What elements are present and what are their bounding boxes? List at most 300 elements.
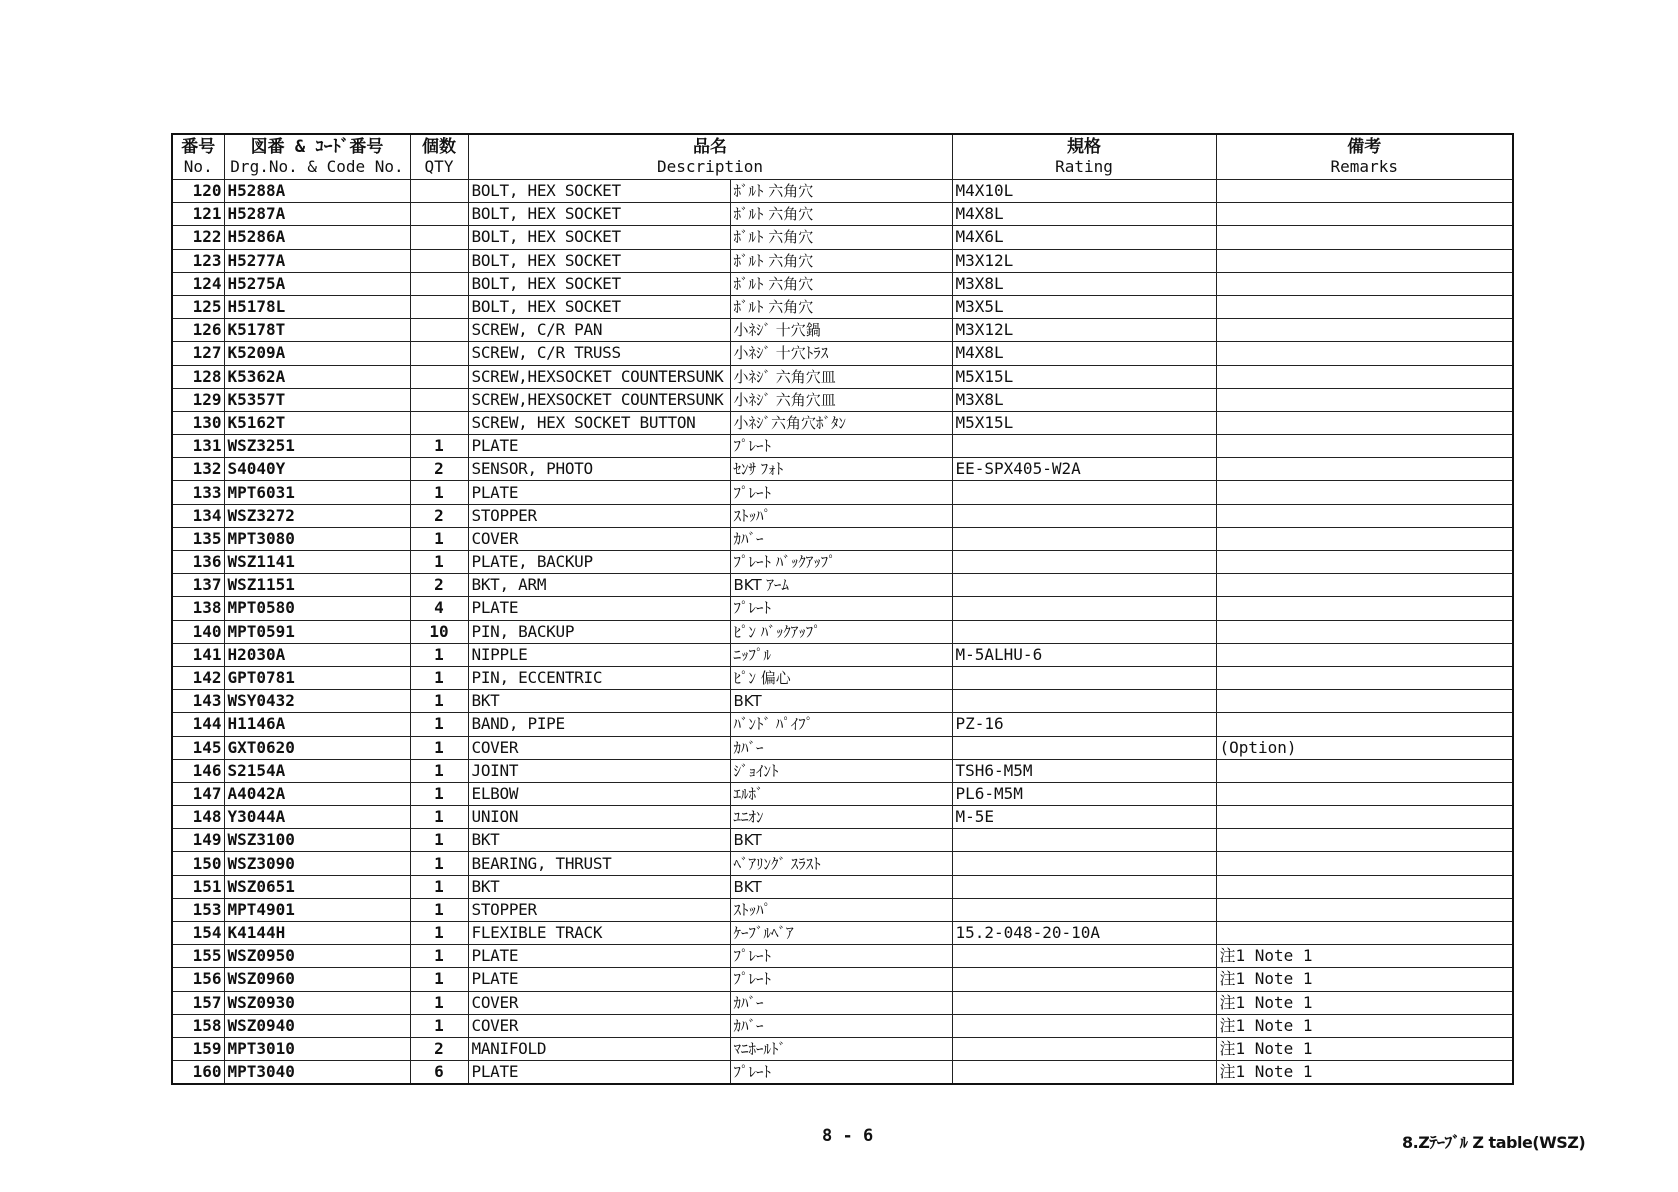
cell-qty: 1 [410,643,468,666]
cell-no: 128 [172,365,224,388]
header-qty: 個数 QTY [410,134,468,180]
cell-qty [410,226,468,249]
table-row [172,922,1513,945]
cell-no: 125 [172,295,224,318]
cell-no: 138 [172,597,224,620]
cell-remarks [1216,690,1513,713]
cell-qty: 1 [410,991,468,1014]
cell-rating: M4X6L [952,226,1216,249]
cell-description: BOLT, HEX SOCKET [468,249,730,272]
cell-description-jp: ﾎﾞﾙﾄ 六角穴 [730,249,952,272]
cell-qty [410,249,468,272]
cell-qty: 1 [410,736,468,759]
cell-qty [410,272,468,295]
cell-remarks [1216,319,1513,342]
table-row [172,435,1513,458]
cell-remarks [1216,481,1513,504]
cell-qty: 2 [410,574,468,597]
cell-qty [410,365,468,388]
table-row [172,1014,1513,1037]
cell-rating [952,574,1216,597]
table-row [172,272,1513,295]
cell-remarks [1216,643,1513,666]
cell-code: MPT3040 [224,1061,410,1085]
cell-description-jp: ﾊﾞﾝﾄﾞ ﾊﾟｲﾌﾟ [730,713,952,736]
header-rating: 規格 Rating [952,134,1216,180]
cell-remarks [1216,713,1513,736]
cell-remarks [1216,388,1513,411]
cell-description: BOLT, HEX SOCKET [468,180,730,203]
cell-code: WSZ3272 [224,504,410,527]
cell-description-jp: ｶﾊﾞｰ [730,1014,952,1037]
cell-remarks [1216,342,1513,365]
table-row [172,806,1513,829]
cell-description-jp: ﾕﾆｵﾝ [730,806,952,829]
cell-no: 145 [172,736,224,759]
table-row [172,388,1513,411]
cell-qty [410,342,468,365]
cell-description-jp: 小ﾈｼﾞ 十穴ﾄﾗｽ [730,342,952,365]
cell-description-jp: ﾌﾟﾚｰﾄ [730,945,952,968]
cell-code: H5275A [224,272,410,295]
cell-rating: M4X10L [952,180,1216,203]
cell-description: BKT [468,690,730,713]
cell-remarks [1216,504,1513,527]
page-number: 8 - 6 [822,1126,874,1146]
table-row [172,898,1513,921]
header-description: 品名 Description [468,134,952,180]
cell-qty: 1 [410,852,468,875]
cell-description-jp: ｴﾙﾎﾞ [730,782,952,805]
cell-qty [410,203,468,226]
cell-rating [952,666,1216,689]
cell-no: 140 [172,620,224,643]
cell-rating: M4X8L [952,342,1216,365]
table-row [172,968,1513,991]
cell-rating [952,620,1216,643]
cell-qty: 2 [410,1037,468,1060]
cell-no: 158 [172,1014,224,1037]
cell-description: PLATE [468,945,730,968]
cell-rating: M4X8L [952,203,1216,226]
cell-remarks [1216,180,1513,203]
cell-no: 160 [172,1061,224,1085]
cell-remarks [1216,875,1513,898]
cell-rating: PZ-16 [952,713,1216,736]
cell-description: SENSOR, PHOTO [468,458,730,481]
cell-no: 132 [172,458,224,481]
cell-remarks [1216,806,1513,829]
table-row [172,249,1513,272]
cell-description-jp: 小ﾈｼﾞ 六角穴皿 [730,365,952,388]
cell-description-jp: BKT [730,875,952,898]
cell-description-jp: ﾎﾞﾙﾄ 六角穴 [730,226,952,249]
cell-qty: 1 [410,806,468,829]
cell-code: H2030A [224,643,410,666]
cell-description: STOPPER [468,898,730,921]
cell-rating: M3X5L [952,295,1216,318]
cell-remarks [1216,551,1513,574]
cell-code: GPT0781 [224,666,410,689]
cell-qty [410,411,468,434]
cell-no: 155 [172,945,224,968]
cell-description: SCREW, HEX SOCKET BUTTON [468,411,730,434]
cell-rating [952,504,1216,527]
cell-qty: 1 [410,481,468,504]
cell-rating: M-5E [952,806,1216,829]
parts-list-table [171,133,1514,1085]
cell-code: WSZ0940 [224,1014,410,1037]
cell-remarks: 注1 Note 1 [1216,1061,1513,1085]
cell-description: BKT, ARM [468,574,730,597]
cell-no: 153 [172,898,224,921]
cell-description: FLEXIBLE TRACK [468,922,730,945]
cell-qty: 1 [410,690,468,713]
cell-description: PLATE [468,481,730,504]
cell-qty: 1 [410,435,468,458]
cell-code: Y3044A [224,806,410,829]
cell-description: STOPPER [468,504,730,527]
table-row [172,945,1513,968]
table-row [172,782,1513,805]
table-row [172,736,1513,759]
cell-no: 131 [172,435,224,458]
cell-no: 122 [172,226,224,249]
table-header [172,134,1513,180]
header-no: 番号 No. [172,134,224,180]
cell-description: COVER [468,991,730,1014]
cell-description-jp: ﾏﾆﾎｰﾙﾄﾞ [730,1037,952,1060]
cell-code: MPT0580 [224,597,410,620]
cell-remarks: 注1 Note 1 [1216,991,1513,1014]
cell-code: H5178L [224,295,410,318]
cell-no: 127 [172,342,224,365]
cell-description-jp: ﾋﾟﾝ ﾊﾞｯｸｱｯﾌﾟ [730,620,952,643]
cell-code: S4040Y [224,458,410,481]
table-row [172,666,1513,689]
cell-rating: M5X15L [952,411,1216,434]
cell-rating [952,597,1216,620]
cell-code: WSZ3100 [224,829,410,852]
cell-rating: TSH6-M5M [952,759,1216,782]
cell-description-jp: BKT ｱｰﾑ [730,574,952,597]
table-row [172,643,1513,666]
cell-no: 123 [172,249,224,272]
cell-no: 151 [172,875,224,898]
cell-qty: 1 [410,782,468,805]
table-row [172,527,1513,550]
cell-description-jp: 小ﾈｼﾞ 六角穴皿 [730,388,952,411]
cell-no: 156 [172,968,224,991]
table-row [172,875,1513,898]
cell-rating: PL6-M5M [952,782,1216,805]
table-row [172,226,1513,249]
cell-remarks: (Option) [1216,736,1513,759]
table-row [172,597,1513,620]
cell-qty: 1 [410,922,468,945]
cell-qty: 6 [410,1061,468,1085]
cell-qty: 2 [410,504,468,527]
cell-no: 120 [172,180,224,203]
cell-no: 157 [172,991,224,1014]
cell-qty: 1 [410,1014,468,1037]
cell-rating [952,968,1216,991]
cell-description: UNION [468,806,730,829]
cell-rating [952,1061,1216,1085]
cell-code: H5277A [224,249,410,272]
cell-remarks [1216,203,1513,226]
table-row [172,295,1513,318]
cell-description: COVER [468,1014,730,1037]
cell-remarks [1216,295,1513,318]
table-row [172,829,1513,852]
cell-description-jp: 小ﾈｼﾞ六角穴ﾎﾞﾀﾝ [730,411,952,434]
cell-qty [410,388,468,411]
cell-description: MANIFOLD [468,1037,730,1060]
table-row [172,759,1513,782]
cell-rating [952,736,1216,759]
cell-code: MPT0591 [224,620,410,643]
header-code: 図番 & ｺｰﾄﾞ番号 Drg.No. & Code No. [224,134,410,180]
table-row [172,411,1513,434]
cell-no: 144 [172,713,224,736]
cell-remarks [1216,782,1513,805]
cell-rating [952,991,1216,1014]
cell-description-jp: ﾎﾞﾙﾄ 六角穴 [730,180,952,203]
cell-qty: 2 [410,458,468,481]
cell-description-jp: ﾎﾞﾙﾄ 六角穴 [730,272,952,295]
cell-code: H5287A [224,203,410,226]
cell-code: A4042A [224,782,410,805]
cell-remarks [1216,852,1513,875]
cell-remarks [1216,249,1513,272]
cell-no: 154 [172,922,224,945]
cell-qty [410,295,468,318]
cell-description: BKT [468,875,730,898]
cell-description-jp: ｶﾊﾞｰ [730,736,952,759]
cell-remarks: 注1 Note 1 [1216,1014,1513,1037]
cell-no: 148 [172,806,224,829]
cell-no: 137 [172,574,224,597]
cell-code: WSZ0960 [224,968,410,991]
cell-description: COVER [468,736,730,759]
cell-code: GXT0620 [224,736,410,759]
table-row [172,319,1513,342]
cell-description-jp: ﾌﾟﾚｰﾄ [730,481,952,504]
cell-code: WSZ3090 [224,852,410,875]
cell-no: 124 [172,272,224,295]
section-label: 8.Zﾃｰﾌﾞﾙ Z table(WSZ) [1402,1133,1586,1152]
cell-rating [952,875,1216,898]
cell-no: 121 [172,203,224,226]
cell-code: MPT6031 [224,481,410,504]
cell-remarks [1216,898,1513,921]
cell-description: PLATE, BACKUP [468,551,730,574]
cell-description: SCREW,HEXSOCKET COUNTERSUNK [468,388,730,411]
cell-code: K5362A [224,365,410,388]
cell-no: 142 [172,666,224,689]
cell-qty: 4 [410,597,468,620]
cell-description: PLATE [468,1061,730,1085]
cell-description: BKT [468,829,730,852]
cell-rating: M3X12L [952,249,1216,272]
cell-code: H1146A [224,713,410,736]
cell-description-jp: ﾋﾟﾝ 偏心 [730,666,952,689]
cell-remarks [1216,435,1513,458]
cell-description: PLATE [468,597,730,620]
cell-code: K5178T [224,319,410,342]
cell-rating: M3X12L [952,319,1216,342]
cell-code: S2154A [224,759,410,782]
cell-rating [952,829,1216,852]
cell-description-jp: ｶﾊﾞｰ [730,527,952,550]
cell-description-jp: ｼﾞｮｲﾝﾄ [730,759,952,782]
cell-description: BOLT, HEX SOCKET [468,272,730,295]
table-row [172,504,1513,527]
cell-no: 129 [172,388,224,411]
cell-remarks [1216,226,1513,249]
cell-description: SCREW, C/R PAN [468,319,730,342]
cell-code: K5357T [224,388,410,411]
cell-description-jp: 小ﾈｼﾞ 十穴鍋 [730,319,952,342]
table-row [172,180,1513,203]
cell-qty: 1 [410,527,468,550]
table-row [172,991,1513,1014]
cell-no: 133 [172,481,224,504]
cell-description: SCREW,HEXSOCKET COUNTERSUNK [468,365,730,388]
cell-qty: 1 [410,829,468,852]
cell-code: WSZ1151 [224,574,410,597]
cell-description: PLATE [468,435,730,458]
cell-description: PLATE [468,968,730,991]
cell-no: 143 [172,690,224,713]
cell-description-jp: ｶﾊﾞｰ [730,991,952,1014]
cell-code: MPT3010 [224,1037,410,1060]
table-row [172,481,1513,504]
cell-qty [410,319,468,342]
cell-remarks: 注1 Note 1 [1216,1037,1513,1060]
cell-rating [952,551,1216,574]
cell-rating [952,1014,1216,1037]
cell-no: 141 [172,643,224,666]
cell-no: 150 [172,852,224,875]
table-row [172,1037,1513,1060]
cell-remarks [1216,458,1513,481]
cell-no: 146 [172,759,224,782]
cell-description: PIN, BACKUP [468,620,730,643]
cell-no: 126 [172,319,224,342]
cell-rating [952,852,1216,875]
cell-no: 134 [172,504,224,527]
cell-code: WSZ3251 [224,435,410,458]
cell-description: NIPPLE [468,643,730,666]
header-remarks: 備考 Remarks [1216,134,1513,180]
cell-description-jp: ｹｰﾌﾞﾙﾍﾞｱ [730,922,952,945]
cell-rating [952,945,1216,968]
cell-no: 159 [172,1037,224,1060]
cell-remarks [1216,666,1513,689]
cell-remarks: 注1 Note 1 [1216,945,1513,968]
cell-no: 130 [172,411,224,434]
cell-qty: 1 [410,551,468,574]
cell-description: COVER [468,527,730,550]
cell-code: WSZ0950 [224,945,410,968]
table-row [172,690,1513,713]
cell-code: WSZ1141 [224,551,410,574]
cell-rating: M-5ALHU-6 [952,643,1216,666]
cell-rating [952,690,1216,713]
cell-rating: M3X8L [952,272,1216,295]
cell-description-jp: ｽﾄｯﾊﾟ [730,898,952,921]
cell-description: BAND, PIPE [468,713,730,736]
cell-no: 147 [172,782,224,805]
cell-rating [952,481,1216,504]
cell-remarks [1216,829,1513,852]
cell-remarks [1216,620,1513,643]
cell-rating [952,527,1216,550]
cell-rating [952,1037,1216,1060]
cell-description-jp: ﾌﾟﾚｰﾄ ﾊﾞｯｸｱｯﾌﾟ [730,551,952,574]
cell-description: ELBOW [468,782,730,805]
cell-description-jp: BKT [730,829,952,852]
cell-description-jp: ｽﾄｯﾊﾟ [730,504,952,527]
cell-qty: 1 [410,898,468,921]
cell-remarks [1216,411,1513,434]
cell-description: BOLT, HEX SOCKET [468,203,730,226]
cell-qty: 1 [410,968,468,991]
cell-description-jp: ﾎﾞﾙﾄ 六角穴 [730,203,952,226]
cell-code: MPT3080 [224,527,410,550]
cell-description: BEARING, THRUST [468,852,730,875]
cell-description-jp: ﾎﾞﾙﾄ 六角穴 [730,295,952,318]
cell-rating: M5X15L [952,365,1216,388]
cell-remarks: 注1 Note 1 [1216,968,1513,991]
cell-description-jp: ﾌﾟﾚｰﾄ [730,968,952,991]
cell-code: K4144H [224,922,410,945]
table-row [172,203,1513,226]
table-row [172,365,1513,388]
cell-qty [410,180,468,203]
cell-description: BOLT, HEX SOCKET [468,295,730,318]
cell-qty: 1 [410,759,468,782]
cell-description-jp: ﾌﾟﾚｰﾄ [730,597,952,620]
cell-remarks [1216,574,1513,597]
cell-no: 136 [172,551,224,574]
cell-code: H5286A [224,226,410,249]
cell-remarks [1216,759,1513,782]
table-row [172,342,1513,365]
cell-description-jp: ﾌﾟﾚｰﾄ [730,435,952,458]
cell-rating: 15.2-048-20-10A [952,922,1216,945]
cell-remarks [1216,922,1513,945]
cell-no: 135 [172,527,224,550]
cell-description: JOINT [468,759,730,782]
cell-description-jp: ﾍﾞｱﾘﾝｸﾞ ｽﾗｽﾄ [730,852,952,875]
table-row [172,458,1513,481]
table-row [172,620,1513,643]
cell-description: PIN, ECCENTRIC [468,666,730,689]
table-row [172,852,1513,875]
table-row [172,574,1513,597]
cell-code: K5209A [224,342,410,365]
table-row [172,713,1513,736]
cell-code: WSZ0651 [224,875,410,898]
cell-description-jp: BKT [730,690,952,713]
cell-code: MPT4901 [224,898,410,921]
cell-rating [952,435,1216,458]
cell-qty: 1 [410,666,468,689]
cell-qty: 1 [410,945,468,968]
